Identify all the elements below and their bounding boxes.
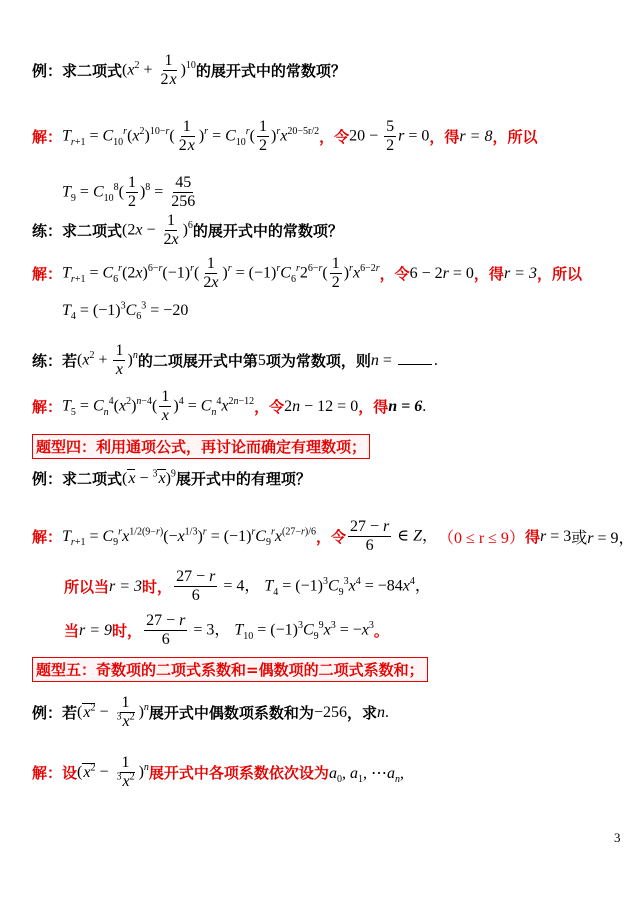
ex2-de: 得 <box>524 528 540 547</box>
ex3-ask: ，求 <box>346 704 377 723</box>
ex2-case1-prefix: 所以当 <box>64 578 110 597</box>
ex2-solution: 解： $T_{r+1} = C_9^rx^{1/2(9-r)}(-x^{1/3})^r = (-1)^rC_9^rx^{(27-r)/6}$ ，令 $\frac{27 - r}{6}$ ∈ Z， （0 ≤ r ≤ 9） 得 r = 3 或 r = 9， <box>32 518 635 555</box>
ex3-question-prefix: 例：若 <box>32 704 78 723</box>
section-header-5: 题型五：奇数项的二项式系数和=偶数项的二项式系数和； <box>32 657 428 682</box>
ex1-suoyi: ，所以 <box>492 128 538 147</box>
ex2-solution-label: 解： <box>32 528 63 547</box>
lian2-n-value: n = 6 <box>388 397 423 415</box>
ex3-solution: 解：设 ($x^2$ − $\frac{1}{^3x^2}$ )$^n$ 展开式中各项系数依次设为 $a_0$, $a_1$, $\cdots a_n$, <box>32 754 404 791</box>
ex3-solution-label: 解：设 <box>32 764 78 783</box>
ex1-question-formula: ($x^2$ + $\frac{1}{2x}$ )$^{10}$ <box>122 52 196 89</box>
ex2-case1: 所以当 r = 3 时， $\frac{27 - r}{6}$ = 4， $T_4 = (-1)^3C_9^3x^4 = -84x^4$， <box>64 568 431 605</box>
ex1-equation: 20 − $\frac{5}{2}$ r = 0 <box>349 118 430 155</box>
ex2-case2-suffix: 时， <box>112 622 143 641</box>
ex1-solution <box>32 118 537 156</box>
ex1-general-term: $T_{r+1} = C_{10}^r(x^2)^{10-r}$( $\frac{1}{2x}$ )$^r = C_{10}^r$( $\frac{1}{2}$ )$^rx^{20-5r/2}$ <box>62 118 320 155</box>
ex2-range: （0 ≤ r ≤ 9） <box>438 530 525 548</box>
answer-blank <box>398 352 432 365</box>
lian1-solution: 解： $T_{r+1} = C_6^r(2x)^{6-r}(-1)^r$( $\frac{1}{2x}$ )$^r = (-1)^rC_6^r2^{6-r}$( $\frac{1}{2}$ )$^rx^{6-2r}$ ，令 6 − 2r = 0 ，得 r = 3 ，所以 <box>32 255 582 292</box>
ex2-or: 或 <box>571 530 588 548</box>
ex2-case1-suffix: 时， <box>142 578 173 597</box>
lian1-result: $T_4 = (-1)^3C_6^3 = -20$ <box>62 300 189 323</box>
ex2-case2-prefix: 当 <box>64 622 80 641</box>
ex3-value: −256 <box>313 703 347 721</box>
ex2-case2-r: r = 9 <box>79 621 113 639</box>
lian1-question-prefix: 练：求二项式 <box>32 222 123 241</box>
ex1-de: ，得 <box>429 128 460 147</box>
lian2-solution: 解： $T_5 = C_n^4(x^2)^{n-4}$( $\frac{1}{x}$ )$^4 = C_n^4x^{2n-12}$ ，令 2n − 12 = 0 ，得 n = 6 . <box>32 388 427 425</box>
ex1-question-suffix: 的展开式中的常数项？ <box>195 62 346 81</box>
ex1-result: $T_9 = C_{10}^8$( $\frac{1}{2}$ )$^8$ = $\frac{45}{256}$ <box>62 174 196 211</box>
lian2-term-number: 5 <box>257 351 266 369</box>
ex3-question-suffix: 展开式中偶数项系数和为 <box>148 704 314 723</box>
ex2-period: 。 <box>373 622 389 641</box>
lian2-question-prefix: 练：若 <box>32 352 78 371</box>
lian1-ling: ，令 <box>379 265 410 284</box>
ex2-ling: ，令 <box>315 528 346 547</box>
lian1-question: 练：求二项式 (2x − $\frac{1}{2x}$ )$^6$ 的展开式中的常数项？ <box>32 212 343 249</box>
lian1-question-suffix: 的展开式中的常数项？ <box>192 222 343 241</box>
ex1-question-prefix: 例：求二项式 <box>32 62 123 81</box>
ex2-case2: 当 r = 9 时， $\frac{27 - r}{6}$ = 3， $T_{10} = (-1)^3C_9^9x^3 = -x^3$ 。 <box>64 612 389 649</box>
ex2-question-suffix: 展开式中的有理项？ <box>175 470 311 488</box>
ex3-solution-suffix: 展开式中各项系数依次设为 <box>148 764 329 783</box>
lian1-suoyi: ，所以 <box>536 265 582 284</box>
ex2-question: 例：求二项式 $(x - ^3x)^9$ 展开式中的有理项？ <box>32 468 311 488</box>
ex3-question: 例：若 ($x^2$ − $\frac{1}{^3x^2}$ )$^n$ 展开式中偶数项系数和为 −256 ，求 n . <box>32 694 389 731</box>
lian2-question-mid2: 项为常数项，则 <box>265 352 371 371</box>
ex1-question <box>32 52 346 90</box>
lian2-ling: ，令 <box>254 398 285 417</box>
lian1-r-value: r = 3 <box>503 264 537 282</box>
lian1-de: ，得 <box>473 265 504 284</box>
lian2-question: 练：若 ($x^2$ + $\frac{1}{x}$ )$^n$ 的二项展开式中第 5 项为常数项，则 n = . <box>32 342 438 379</box>
lian2-solution-label: 解： <box>32 398 63 417</box>
ex2-case1-r: r = 3 <box>109 577 143 595</box>
ex1-r-value: r = 8 <box>459 127 493 145</box>
ex2-question-prefix: 例：求二项式 <box>32 470 123 488</box>
page-number: 3 <box>614 830 621 845</box>
lian2-question-mid: 的二项展开式中第 <box>137 352 258 371</box>
ex3-n: n <box>376 703 385 721</box>
lian1-solution-label: 解： <box>32 265 63 284</box>
ex1-solution-label: 解： <box>32 128 63 147</box>
lian2-de: ，得 <box>358 398 389 417</box>
ex1-ling: ，令 <box>319 128 350 147</box>
section-header-4: 题型四：利用通项公式，再讨论而确定有理数项； <box>32 434 370 459</box>
